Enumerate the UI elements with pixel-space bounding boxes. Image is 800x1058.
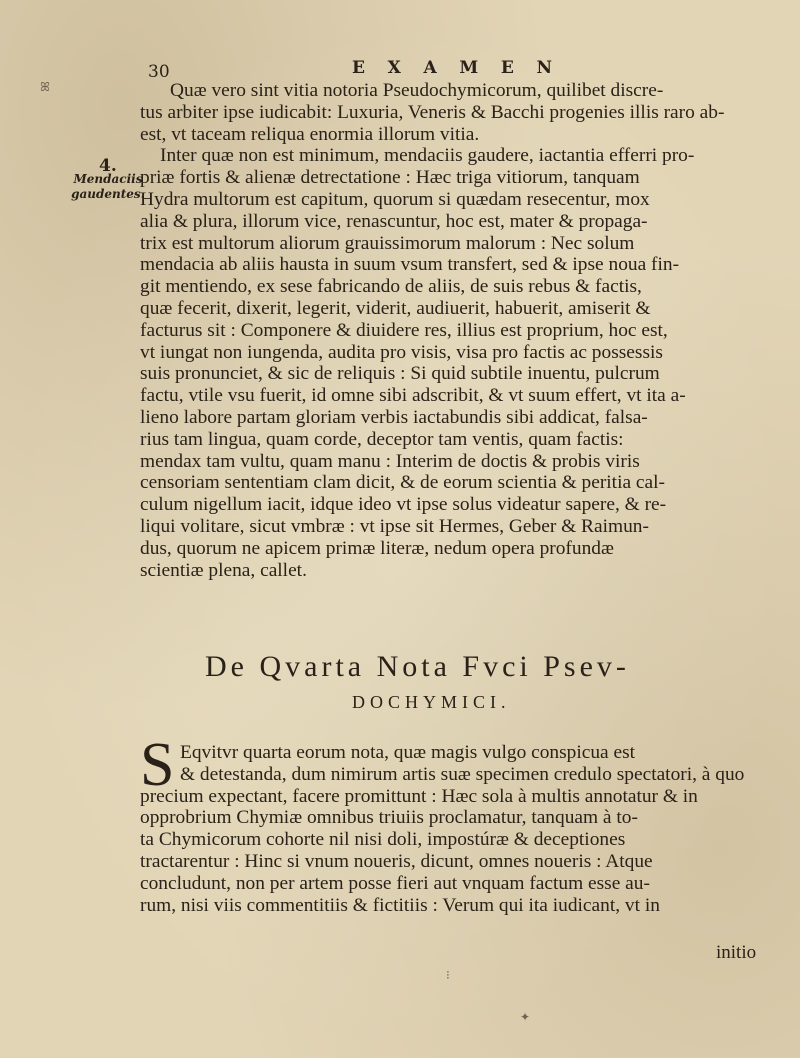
text-line: dus, quorum ne apicem primæ literæ, nedum opera profundæ — [140, 537, 614, 559]
text-line: Hydra multorum est capitum, quorum si quædam resecentur, mox — [140, 188, 650, 210]
running-head-letter: X — [387, 58, 401, 78]
text-line: git mentiendo, ex sese fabricando de aliis, de suis rebus & factis, — [140, 276, 642, 298]
text-line: suis pronunciet, & sic de reliquis : Si quid subtile inuentu, pulcrum — [140, 363, 660, 385]
text-line: & detestanda, dum nimirum artis suæ specimen credulo spectatori, à quo — [180, 763, 745, 785]
text-line: scientiæ plena, callet. — [140, 559, 307, 581]
text-line: culum nigellum iacit, idque ideo vt ipse solus videatur sapere, & re- — [140, 494, 667, 516]
margin-note — [70, 172, 146, 202]
text-line: alia & plura, illorum vice, renascuntur, hoc est, mater & propaga- — [140, 210, 648, 232]
paper-stain: ꕤ — [40, 80, 50, 94]
running-head-letter: M — [459, 58, 479, 78]
text-line: priæ fortis & alienæ detrectatione : Hæc triga vitiorum, tanquam — [140, 167, 640, 189]
text-line: ta Chymicorum cohorte nil nisi doli, impostúræ & deceptiones — [140, 829, 626, 851]
section-heading: De Qvarta Nota Fvci Psev- — [205, 650, 630, 683]
text-line: censoriam sententiam clam dicit, & de eorum scientia & peritia cal- — [140, 472, 665, 494]
running-head-letter: E — [352, 58, 365, 78]
running-head-letter: N — [536, 58, 552, 78]
text-line: mendacia ab aliis hausta in suum vsum transfert, sed & ipse noua fin- — [140, 254, 680, 276]
text-line: quæ fecerit, dixerit, legerit, viderit, audiuerit, habuerit, amiserit & — [140, 297, 651, 319]
text-line: mendax tam vultu, quam manu : Interim de doctis & probis viris — [140, 450, 640, 472]
text-line: Inter quæ non est minimum, mendaciis gaudere, iactantia efferri pro- — [160, 145, 695, 167]
drop-cap: S — [140, 731, 175, 799]
section-heading-continuation: DOCHYMICI. — [352, 692, 511, 712]
margin-section-number: 4. — [99, 156, 117, 176]
text-line: factu, vtile vsu fuerit, id omne sibi adscribit, & vt suum effert, vt ita a- — [140, 385, 686, 407]
text-line: vt iungat non iungenda, audita pro visis, visa pro factis ac possessis — [140, 341, 663, 363]
text-line: facturus sit : Componere & diuidere res, illius est proprium, hoc est, — [140, 319, 668, 341]
margin-note-line: Mendaciis — [73, 172, 143, 186]
text-line: tus arbiter ipse iudicabit: Luxuria, Veneris & Bacchi progenies illis raro ab- — [140, 101, 725, 123]
text-line: tractarentur : Hinc si vnum noueris, dicunt, omnes noueris : Atque — [140, 850, 653, 872]
margin-note-line: gaudentes. — [71, 187, 145, 201]
text-line: opprobrium Chymiæ omnibus triuiis proclamatur, tanquam à to- — [140, 807, 638, 829]
running-head-letter: A — [423, 58, 437, 78]
text-line: rum, nisi viis commentitiis & fictitiis : Verum qui ita iudicant, vt in — [140, 894, 660, 916]
text-line: est, vt taceam reliqua enormia illorum vitia. — [140, 123, 480, 145]
text-line: precium expectant, facere promittunt : Hæc sola à multis annotatur & in — [140, 785, 698, 807]
text-line: Quæ vero sint vitia notoria Pseudochymicorum, quilibet discre- — [170, 80, 664, 101]
catchword: initio — [716, 942, 757, 963]
running-head — [352, 58, 552, 78]
text-line: lieno labore partam gloriam verbis iactabundis sibi addicat, falsa- — [140, 406, 648, 428]
text-line: rius tam lingua, quam corde, deceptor tam ventis, quam factis: — [140, 428, 624, 450]
paper-stain: ✦ — [520, 1010, 531, 1024]
running-head-letter: E — [500, 58, 514, 78]
text-line: trix est multorum aliorum grauissimorum malorum : Nec solum — [140, 232, 635, 254]
text-line: Eqvitvr quarta eorum nota, quæ magis vulgo conspicua est — [180, 742, 636, 763]
paragraph-2 — [140, 731, 762, 916]
page-number: 30 — [148, 62, 170, 82]
paragraph-1 — [140, 80, 762, 581]
text-line: concludunt, non per artem posse fieri aut vnquam factum esse au- — [140, 872, 650, 894]
text-line: liqui volitare, sicut vmbræ : vt ipse sit Hermes, Geber & Raimun- — [140, 515, 649, 537]
paper-stain: ⁝ — [446, 968, 450, 982]
